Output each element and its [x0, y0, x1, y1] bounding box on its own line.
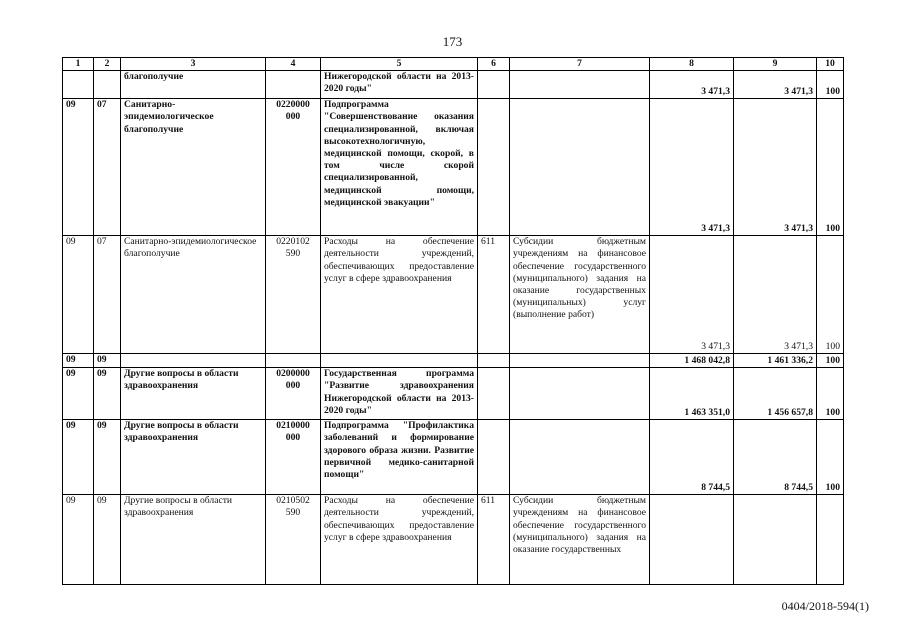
expense-type-name: [510, 368, 650, 420]
document-code: 0404/2018-594(1): [781, 599, 869, 613]
table-row: [63, 354, 844, 368]
expense-type-name: [510, 71, 650, 99]
table-row: [63, 495, 844, 585]
execution-percent: 100: [817, 420, 844, 495]
section-name: [121, 354, 266, 368]
header-cell: 10: [817, 58, 844, 71]
approved-amount: 3 471,3: [650, 236, 734, 354]
target-article-name: Расходы на обеспечение деятельности учреждений, обеспечивающих предоставление услуг в сфере здравоохранения: [321, 495, 478, 585]
header-cell: 3: [121, 58, 266, 71]
section-code: 09: [63, 420, 94, 495]
header-cell: 1: [63, 58, 94, 71]
target-article-code: [266, 354, 321, 368]
subsection-code: 07: [94, 99, 121, 236]
expense-type-name: Субсидии бюджетным учреждениям на финансовое обеспечение государственного (муниципального) задания на оказание государственных: [510, 495, 650, 585]
table-row: [63, 368, 844, 420]
section-code: 09: [63, 99, 94, 236]
expense-type-code: [478, 99, 510, 236]
table-row: [63, 99, 844, 236]
executed-amount: 8 744,5: [734, 420, 817, 495]
subsection-code: [94, 71, 121, 99]
executed-amount: 1 456 657,8: [734, 368, 817, 420]
header-cell: 6: [478, 58, 510, 71]
section-name: Другие вопросы в области здравоохранения: [121, 495, 266, 585]
header-cell: 5: [321, 58, 478, 71]
expense-type-name: Субсидии бюджетным учреждениям на финансовое обеспечение государственного (муниципального) задания на оказание государственных (муниципальных) услуг (выполнение работ): [510, 236, 650, 354]
approved-amount: 8 744,5: [650, 420, 734, 495]
executed-amount: 1 461 336,2: [734, 354, 817, 368]
expense-type-code: [478, 420, 510, 495]
target-article-name: Подпрограмма "Профилактика заболеваний и формирование здорового образа жизни. Развитие первичной медико-санитарной помощи": [321, 420, 478, 495]
subsection-code: 09: [94, 354, 121, 368]
approved-amount: 1 463 351,0: [650, 368, 734, 420]
target-article-code: 0210000 000: [266, 420, 321, 495]
table-header-row: [63, 58, 844, 71]
table-row: [63, 420, 844, 495]
expense-type-code: [478, 368, 510, 420]
section-code: 09: [63, 495, 94, 585]
section-name: Другие вопросы в области здравоохранения: [121, 368, 266, 420]
section-name: Санитарно-эпидемиологическое благополучие: [121, 99, 266, 236]
execution-percent: 100: [817, 354, 844, 368]
header-cell: 4: [266, 58, 321, 71]
section-code: [63, 71, 94, 99]
section-name: Другие вопросы в области здравоохранения: [121, 420, 266, 495]
target-article-code: 0220102 590: [266, 236, 321, 354]
subsection-code: 07: [94, 236, 121, 354]
subsection-code: 09: [94, 420, 121, 495]
expense-type-name: [510, 420, 650, 495]
target-article-name: Расходы на обеспечение деятельности учреждений, обеспечивающих предоставление услуг в сфере здравоохранения: [321, 236, 478, 354]
header-cell: 7: [510, 58, 650, 71]
target-article-name: Нижегородской области на 2013-2020 годы": [321, 71, 478, 99]
table-row: [63, 71, 844, 99]
header-cell: 9: [734, 58, 817, 71]
execution-percent: 100: [817, 99, 844, 236]
expense-type-code: 611: [478, 495, 510, 585]
section-name: Санитарно-эпидемиологическое благополучие: [121, 236, 266, 354]
budget-table: [62, 57, 844, 585]
executed-amount: 3 471,3: [734, 99, 817, 236]
subsection-code: 09: [94, 495, 121, 585]
target-article-code: 0200000 000: [266, 368, 321, 420]
target-article-code: 0210502 590: [266, 495, 321, 585]
target-article-name: Подпрограмма "Совершенствование оказания специализированной, включая высокотехнологичную, медицинской помощи, скорой, в том числе скорой специализированной, медицинской помощи, медицинской эвакуации": [321, 99, 478, 236]
section-code: 09: [63, 368, 94, 420]
page-number: 173: [442, 34, 463, 49]
target-article-name: Государственная программа "Развитие здравоохранения Нижегородской области на 2013-2020 годы": [321, 368, 478, 420]
executed-amount: [734, 495, 817, 585]
expense-type-name: [510, 354, 650, 368]
executed-amount: 3 471,3: [734, 71, 817, 99]
approved-amount: [650, 495, 734, 585]
execution-percent: 100: [817, 71, 844, 99]
approved-amount: 3 471,3: [650, 99, 734, 236]
expense-type-code: [478, 354, 510, 368]
execution-percent: [817, 495, 844, 585]
expense-type-code: [478, 71, 510, 99]
execution-percent: 100: [817, 368, 844, 420]
approved-amount: 1 468 042,8: [650, 354, 734, 368]
expense-type-code: 611: [478, 236, 510, 354]
executed-amount: 3 471,3: [734, 236, 817, 354]
table-row: [63, 236, 844, 354]
expense-type-name: [510, 99, 650, 236]
section-name: благополучие: [121, 71, 266, 99]
execution-percent: 100: [817, 236, 844, 354]
subsection-code: 09: [94, 368, 121, 420]
target-article-code: [266, 71, 321, 99]
approved-amount: 3 471,3: [650, 71, 734, 99]
header-cell: 8: [650, 58, 734, 71]
section-code: 09: [63, 236, 94, 354]
target-article-code: 0220000 000: [266, 99, 321, 236]
header-cell: 2: [94, 58, 121, 71]
section-code: 09: [63, 354, 94, 368]
target-article-name: [321, 354, 478, 368]
